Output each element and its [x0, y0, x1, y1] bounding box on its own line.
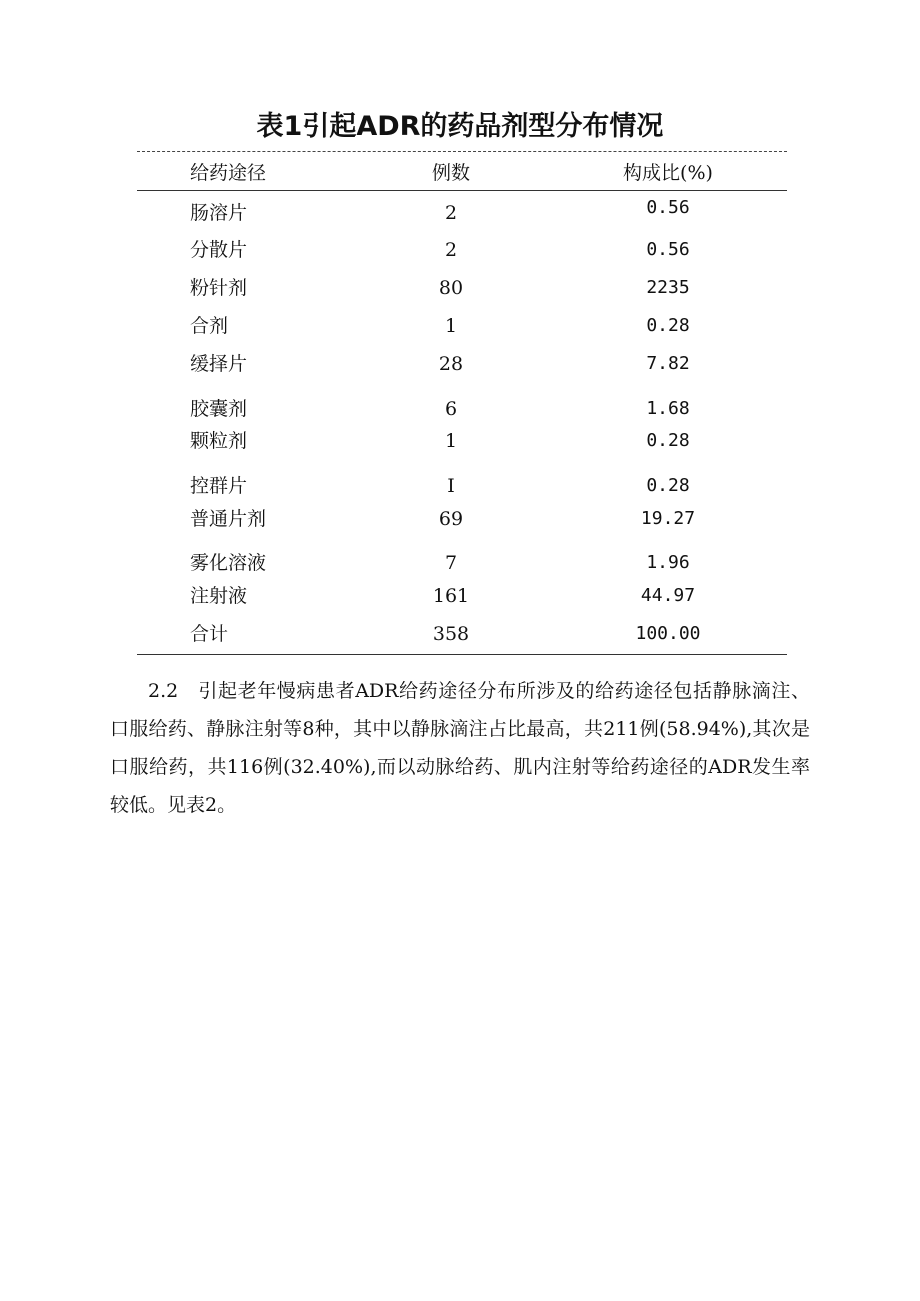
row-ratio: 0.56	[646, 197, 690, 218]
row-count: 80	[438, 277, 464, 299]
row-route: 普通片剂	[190, 508, 267, 530]
row-ratio: 19.27	[640, 508, 696, 529]
table-title: 表1引起ADR的药品剂型分布情况	[256, 111, 664, 142]
row-ratio: 0.56	[646, 239, 690, 260]
row-ratio: 0.28	[646, 315, 690, 336]
row-count: 7	[444, 552, 458, 574]
row-route: 胶囊剂	[190, 398, 248, 420]
row-route: 粉针剂	[190, 277, 248, 299]
row-count: 69	[438, 508, 464, 530]
paragraph-text: 2.2 引起老年慢病患者ADR给药途径分布所涉及的给药途径包括静脉滴注、口服给药、静脉注射等8种，其中以静脉滴注占比最高，共211例(58.94%),其次是口服给药，共116例(32.40%),而以动脉给药、肌内注射等给药途径的ADR发生率较低。见表2。	[110, 680, 810, 816]
row-ratio: 44.97	[640, 585, 696, 606]
row-count: 28	[438, 353, 464, 375]
row-route: 分散片	[190, 239, 248, 261]
row-route: 雾化溶液	[190, 552, 267, 574]
row-ratio: 1.96	[646, 552, 690, 573]
row-ratio: 1.68	[646, 398, 690, 419]
row-route: 合计	[190, 623, 229, 645]
row-count: 1	[444, 430, 458, 452]
table-top-rule	[137, 151, 787, 152]
row-count: 1	[444, 315, 458, 337]
row-count: I	[447, 475, 455, 497]
header-route: 给药途径	[190, 162, 267, 184]
table-header-rule	[137, 190, 787, 191]
row-count: 2	[444, 239, 458, 261]
row-ratio: 0.28	[646, 430, 690, 451]
row-route: 缓择片	[190, 353, 248, 375]
table-bottom-rule	[137, 654, 787, 655]
row-count: 358	[432, 623, 470, 645]
row-route: 肠溶片	[190, 202, 248, 224]
row-ratio: 100.00	[635, 623, 701, 644]
row-ratio: 7.82	[646, 353, 690, 374]
row-route: 颗粒剂	[190, 430, 248, 452]
header-count: 例数	[431, 162, 471, 184]
row-count: 2	[444, 202, 458, 224]
row-route: 合剂	[190, 315, 229, 337]
row-count: 161	[432, 585, 470, 607]
row-count: 6	[444, 398, 458, 420]
row-ratio: 2235	[646, 277, 690, 298]
row-ratio: 0.28	[646, 475, 690, 496]
header-ratio: 构成比(%)	[623, 162, 713, 184]
body-paragraph	[110, 672, 810, 824]
row-route: 注射液	[190, 585, 248, 607]
row-route: 控群片	[190, 475, 248, 497]
